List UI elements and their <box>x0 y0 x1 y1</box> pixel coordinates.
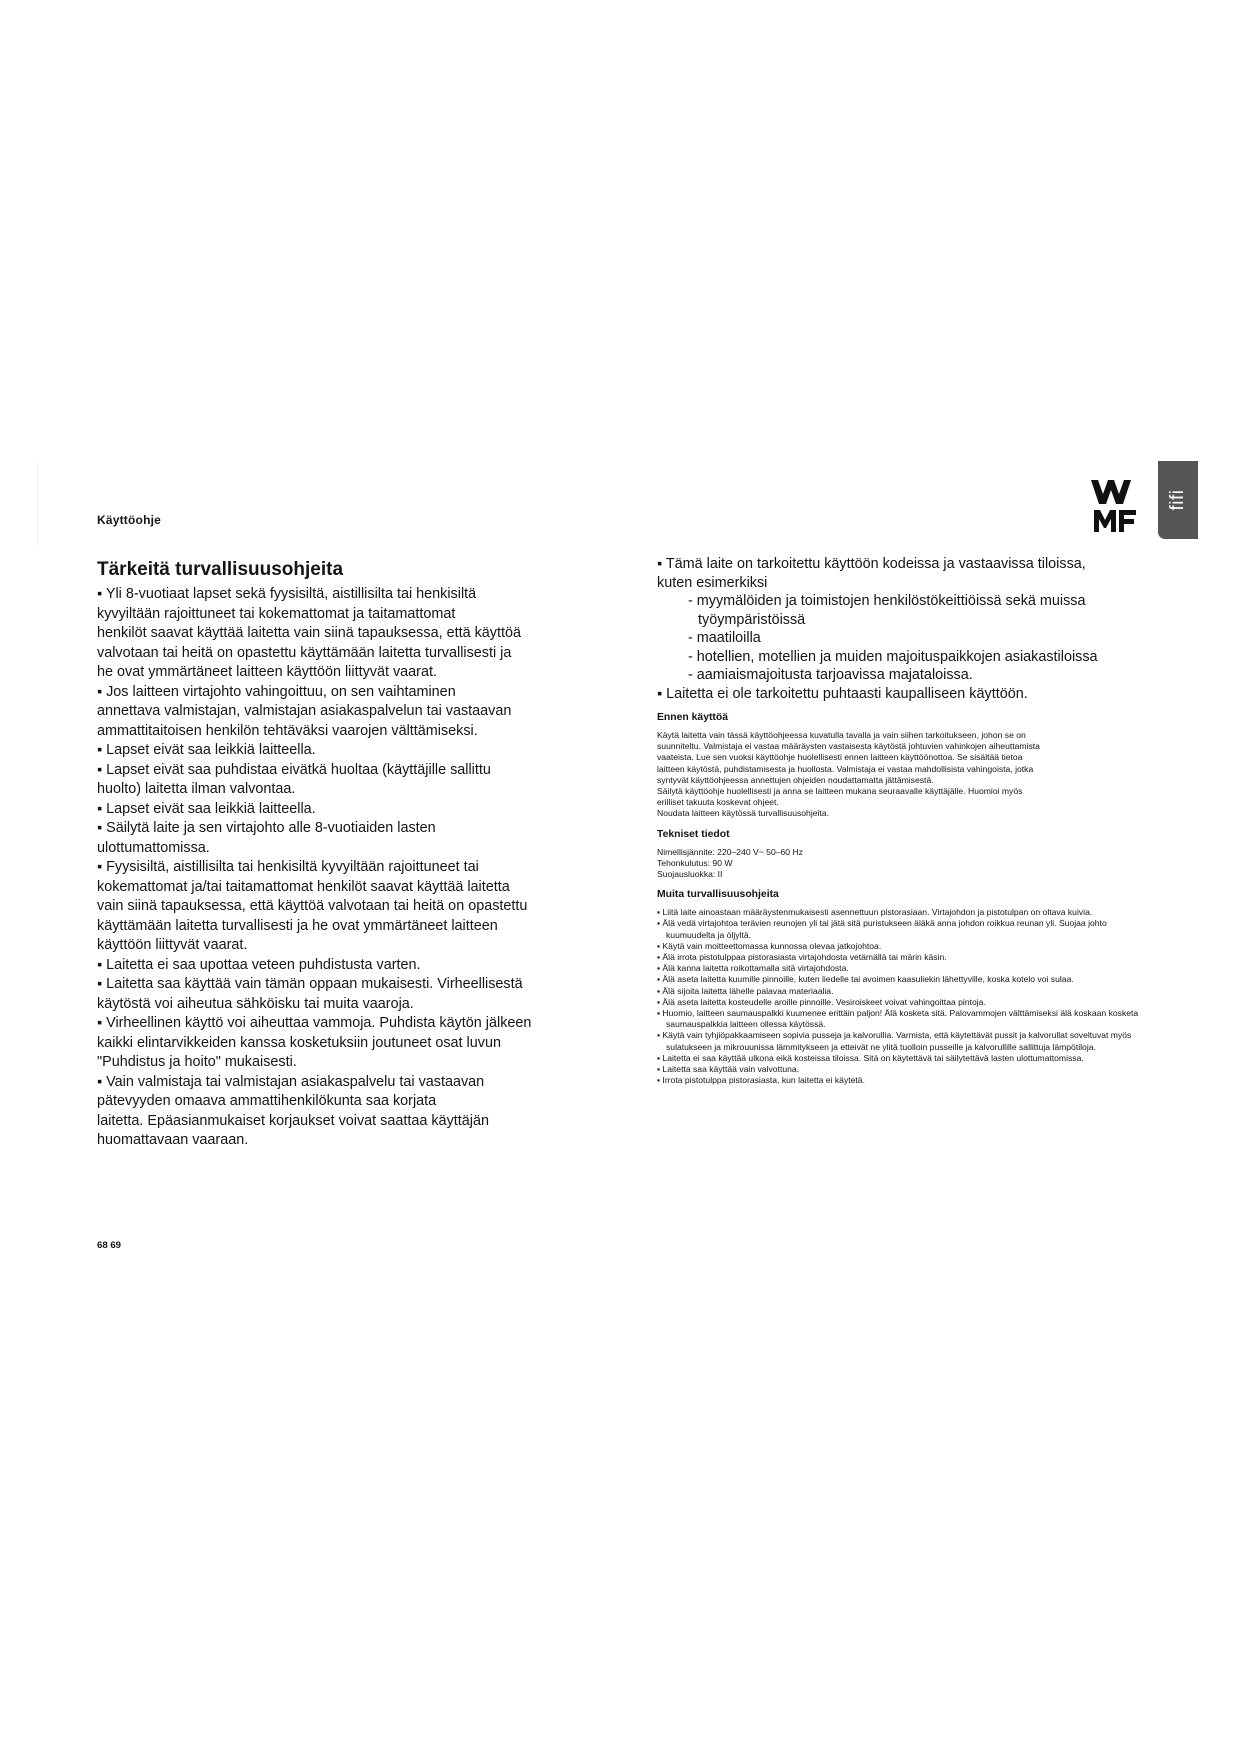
page-numbers: 68 69 <box>97 1240 122 1251</box>
text-line: ulottumattomissa. <box>97 839 210 856</box>
language-tab-label: fifi <box>1167 489 1188 511</box>
text-line: huolto) laitetta ilman valvontaa. <box>97 781 296 797</box>
tech-specs <box>657 847 1145 881</box>
text-line: Noudata laitteen käytössä turvallisuusohjeita. <box>657 808 829 819</box>
safety-list-item: ▪ Älä aseta laitetta kuumille pinnoille, kuten liedelle tai avoimen kaasuliekin lähettyville, koska kotelo voi sulaa. <box>657 974 1074 985</box>
safety-list-item: ▪ Liitä laite ainoastaan määräystenmukaisesti asennettuun pistorasiaan. Virtajohdon ja pistotulpan on oltava kuivia. <box>657 907 1093 918</box>
document-header-label: Käyttöohje <box>97 513 162 527</box>
before-use-text <box>657 730 1145 820</box>
use-example-item: - maatiloilla <box>688 630 761 646</box>
use-example-item: - aamiaismajoitusta tarjoavissa majataloissa. <box>688 667 973 683</box>
text-line: laitetta. Epäasianmukaiset korjaukset voivat saattaa käyttäjän <box>97 1112 489 1129</box>
safety-list-item: ▪ Älä aseta laitetta kosteudelle aroille pinnoille. Vesiroiskeet voivat vahingoittaa pintoja. <box>657 996 986 1007</box>
text-line: vaateista. Lue sen vuoksi käyttöohje huolellisesti ennen laitteen käyttöönottoa. Se sisältää tietoa <box>657 752 1023 763</box>
fold-line <box>37 462 38 547</box>
text-line: käyttämään laitetta turvallisesti ja he ovat ymmärtäneet laitteen <box>97 917 498 934</box>
text-line: ▪ Lapset eivät saa puhdistaa eivätkä huoltaa (käyttäjille sallittu <box>97 761 491 778</box>
text-line: huomattavaan vaaraan. <box>97 1132 249 1148</box>
intended-use-line: kuten esimerkiksi <box>657 574 768 591</box>
text-line: ▪ Laitetta saa käyttää vain tämän oppaan mukaisesti. Virheellisestä <box>97 976 523 992</box>
safety-list-item: ▪ Laitetta saa käyttää vain valvottuna. <box>657 1064 800 1075</box>
text-line: kokemattomat ja/tai taitamattomat henkilöt saavat käyttää laitetta <box>97 878 510 895</box>
text-line: pätevyyden omaava ammattihenkilökunta saa korjata <box>97 1093 437 1109</box>
text-line: käytöstä voi aiheutua sähköisku tai muita vaaroja. <box>97 995 414 1012</box>
text-line: suunniteltu. Valmistaja ei vastaa määräysten vastaisesta käytöstä johtuvien vahinkojen aiheuttamista <box>657 741 1040 752</box>
safety-list-item: ▪ Huomio, laitteen saumauspalkki kuumenee erittäin paljon! Älä kosketa sitä. Palovammojen välttämiseksi älä koskaan kosketa saumauspalkkia laitteen ollessa käytössä. <box>657 1008 1139 1030</box>
text-line: vain siinä tapauksessa, että käyttöä valvotaan tai heitä on opastettu <box>97 898 528 914</box>
use-example-item: - hotellien, motellien ja muiden majoituspaikkojen asiakastiloissa <box>688 648 1098 665</box>
text-line: ▪ Virheellinen käyttö voi aiheuttaa vammoja. Puhdista käytön jälkeen <box>97 1015 532 1031</box>
safety-list-item: ▪ Käytä vain moitteettomassa kunnossa olevaa jatkojohtoa. <box>657 940 882 951</box>
safety-title: Tärkeitä turvallisuusohjeita <box>97 559 344 580</box>
text-line: ammattitaitoisen henkilön tehtäväksi vaarojen välttämiseksi. <box>97 722 478 739</box>
text-line: ▪ Säilytä laite ja sen virtajohto alle 8-vuotiaiden lasten <box>97 820 436 836</box>
safety-list-item: ▪ Irrota pistotulppa pistorasiasta, kun laitetta ei käytetä. <box>657 1075 865 1086</box>
use-example-item: työympäristöissä <box>698 611 806 628</box>
text-line: ▪ Lapset eivät saa leikkiä laitteella. <box>97 800 316 817</box>
text-line: Säilytä käyttöohje huolellisesti ja anna se laitteen mukana seuraavalle käyttäjälle. Huomioi myös <box>657 786 1023 797</box>
text-line: laitteen käytöstä, puhdistamisesta ja huollosta. Valmistaja ei vastaa mahdollisista vahingoista, jotka <box>657 763 1034 774</box>
text-line: henkilöt saavat käyttää laitetta vain siinä tapauksessa, että käyttöä <box>97 625 521 641</box>
text-line: erilliset takuuta koskevat ohjeet. <box>657 797 779 808</box>
language-tab[interactable] <box>1158 461 1198 539</box>
text-line: ▪ Lapset eivät saa leikkiä laitteella. <box>97 742 316 758</box>
safety-list-item: ▪ Laitetta ei saa käyttää ulkona eikä kosteissa tiloissa. Sitä on käytettävä tai säilytettävä lasten ulottumattomissa. <box>657 1052 1084 1063</box>
safety-instructions <box>97 585 602 1151</box>
intended-use-line: ▪ Tämä laite on tarkoitettu käyttöön kodeissa ja vastaavissa tiloissa, <box>657 556 1086 572</box>
tech-spec-row: Suojausluokka: II <box>657 869 723 880</box>
tech-specs-heading: Tekniset tiedot <box>657 828 730 840</box>
safety-list-item: ▪ Älä vedä virtajohtoa terävien reunojen yli tai jätä sitä puristukseen äläkä anna johdon roikkua reunan yli. Suojaa johto kuumuudelta ja öljyltä. <box>657 918 1107 940</box>
wmf-logo <box>1090 477 1138 533</box>
safety-list-item: ▪ Käytä vain tyhjiöpakkaamiseen sopivia pusseja ja kalvorullia. Varmista, että käytettävät pussit ja kalvorullat soveltuvat myös sulatukseen ja mikrouunissa lämmitykseen ja etteivät ne ylitä tuolloin pusseille ja kalvorullille sallittuja lämpötiloja. <box>657 1030 1132 1052</box>
safety-list-item: ▪ Älä irrota pistotulppaa pistorasiasta virtajohdosta vetämällä tai märin käsin. <box>657 952 947 963</box>
safety-list-item: ▪ Älä sijoita laitetta lähelle palavaa materiaalia. <box>657 985 834 996</box>
text-line: syntyvät käyttöohjeessa annettujen ohjeiden noudattamatta jättämisestä. <box>657 774 934 785</box>
text-line: Käytä laitetta vain tässä käyttöohjeessa kuvatulla tavalla ja vain siihen tarkoitukseen, johon se on <box>657 730 1026 740</box>
tech-spec-row: Tehonkulutus: 90 W <box>657 857 733 868</box>
other-safety-list <box>657 907 1145 1086</box>
text-line: "Puhdistus ja hoito" mukaisesti. <box>97 1054 297 1070</box>
left-column <box>97 559 602 1151</box>
text-line: käyttöön liittyvät vaarat. <box>97 937 248 953</box>
text-line: ▪ Jos laitteen virtajohto vahingoittuu, on sen vaihtaminen <box>97 683 456 700</box>
other-safety-heading: Muita turvallisuusohjeita <box>657 889 779 901</box>
right-column <box>657 555 1145 1086</box>
text-line: he ovat ymmärtäneet laitteen käyttöön liittyvät vaarat. <box>97 664 437 680</box>
safety-list-item: ▪ Älä kanna laitetta roikottamalla sitä virtajohdosta. <box>657 963 849 974</box>
before-use-heading: Ennen käyttöä <box>657 712 729 723</box>
text-line: ▪ Laitetta ei saa upottaa veteen puhdistusta varten. <box>97 956 421 973</box>
text-line: ▪ Fyysisiltä, aistillisilta tai henkisiltä kyvyiltään rajoittuneet tai <box>97 859 479 875</box>
text-line: annettava valmistajan, valmistajan asiakaspalvelun tai vastaavan <box>97 703 512 719</box>
tech-spec-row: Nimellisjännite: 220–240 V~ 50–60 Hz <box>657 846 803 857</box>
commercial-use-line: ▪ Laitetta ei ole tarkoitettu puhtaasti kaupalliseen käyttöön. <box>657 685 1028 702</box>
text-line: kaikki elintarvikkeiden kanssa kosketuksiin joutuneet osat luvun <box>97 1034 501 1051</box>
text-line: kyvyiltään rajoittuneet tai kokemattomat ja taitamattomat <box>97 605 456 622</box>
text-line: ▪ Yli 8-vuotiaat lapset sekä fyysisiltä, aistillisilta tai henkisiltä <box>97 586 477 602</box>
text-line: valvotaan tai heitä on opastettu käyttämään laitetta turvallisesti ja <box>97 644 512 661</box>
use-example-item: - myymälöiden ja toimistojen henkilöstökeittiöissä sekä muissa <box>688 593 1086 609</box>
text-line: ▪ Vain valmistaja tai valmistajan asiakaspalvelu tai vastaavan <box>97 1073 485 1090</box>
